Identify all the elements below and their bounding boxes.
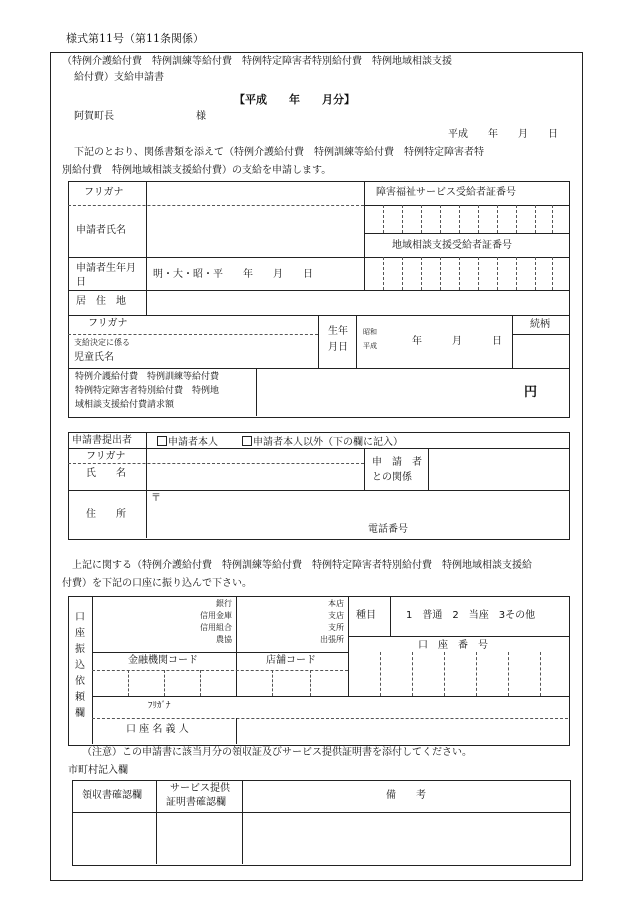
bank-side-label-5: 頼 <box>75 692 85 703</box>
child-birth-ymd: 年 月 日 <box>412 336 502 347</box>
claim-label-1: 特例介護給付費 特例訓練等給付費 <box>75 372 220 382</box>
applicant-name-label: 申請者氏名 <box>76 225 126 236</box>
inst-type-3: 農協 <box>216 635 232 644</box>
applicant-birth-label: 申請者生年月日 <box>76 263 136 288</box>
relation-label: 続柄 <box>530 319 550 330</box>
service-cert-label-1: サービス提供 <box>170 783 230 794</box>
inst-type-2: 信用組合 <box>200 623 232 632</box>
postal-mark: 〒 <box>151 493 161 504</box>
claim-amount-field[interactable] <box>257 369 567 415</box>
submitter-option-other[interactable]: 申請者本人以外（下の欄に記入） <box>242 436 403 448</box>
date-line: 平成 年 月 日 <box>448 129 558 140</box>
period-label: 【平成 年 月分】 <box>234 93 355 106</box>
other-checkbox[interactable] <box>242 436 252 446</box>
account-type-label: 種目 <box>356 610 376 621</box>
submitter-address-label: 住 所 <box>86 509 126 520</box>
branch-type-3: 出張所 <box>320 635 344 644</box>
receipt-check-label: 領収書確認欄 <box>82 790 142 801</box>
applicant-furigana-label: フリガナ <box>84 187 124 198</box>
relation-to-applicant-2: との関係 <box>372 472 412 483</box>
attachment-note: （注意）この申請書に該当月分の領収証及びサービス提供証明書を添付してください。 <box>82 747 472 758</box>
claim-label-3: 域相談支援給付費請求額 <box>75 400 175 410</box>
address-label: 居 住 地 <box>76 296 126 307</box>
era-heisei: 平成 <box>363 342 377 350</box>
child-name-label-1: 支給決定に係る <box>74 338 130 347</box>
holder-label: 口 座 名 義 人 <box>126 724 189 735</box>
claim-label-2: 特例特定障害者特別給付費 特例地 <box>75 386 220 396</box>
inst-type-0: 銀行 <box>216 599 232 608</box>
municipal-table <box>72 780 571 866</box>
service-cert-label-2: 証明書確認欄 <box>166 797 226 808</box>
regional-cert-label: 地域相談支援受給者証番号 <box>392 240 512 251</box>
bank-side-label-6: 欄 <box>75 708 85 719</box>
account-number-label: 口 座 番 号 <box>418 640 488 651</box>
branch-code-label: 店舗コード <box>266 655 316 666</box>
birth-eras: 明・大・昭・平 年 月 日 <box>153 269 313 280</box>
submitter-label: 申請書提出者 <box>72 435 132 446</box>
yen-unit: 円 <box>524 385 538 400</box>
branch-type-0: 本店 <box>328 599 344 608</box>
bank-side-label-0: 口 <box>75 612 85 623</box>
submitter-furigana-label: フリガナ <box>86 451 126 462</box>
bank-side-label-4: 依 <box>75 676 85 687</box>
transfer-line1: 上記に関する（特例介護給付費 特例訓練等給付費 特例特定障害者特別給付費 特例地域相談支援給 <box>72 560 532 571</box>
addressee-honorific: 様 <box>196 111 206 122</box>
holder-name-field[interactable] <box>237 719 567 743</box>
inst-code-label: 金融機関コード <box>128 655 198 666</box>
child-birth-label-2: 月日 <box>328 342 348 353</box>
submitter-name-label: 氏 名 <box>86 468 126 479</box>
submitter-address-field[interactable] <box>147 491 567 537</box>
bank-side-label-2: 振 <box>75 644 85 655</box>
applicant-name-field[interactable] <box>147 206 363 256</box>
title-line2: 給付費）支給申請書 <box>74 72 164 83</box>
intro-line2: 別給付費 特例地域相談支援給付費）の支給を申請します。 <box>62 165 332 176</box>
cert-number-label: 障害福祉サービス受給者証番号 <box>376 187 516 198</box>
child-furigana-label: フリガナ <box>88 318 128 329</box>
holder-furigana-label: ﾌﾘｶﾞﾅ <box>148 701 171 711</box>
remarks-label: 備 考 <box>386 790 426 801</box>
self-checkbox[interactable] <box>157 436 167 446</box>
transfer-line2: 付費）を下記の口座に振り込んで下さい。 <box>62 578 252 589</box>
relation-to-applicant-1: 申 請 者 <box>372 457 422 468</box>
form-number: 様式第11号（第11条関係） <box>66 32 204 45</box>
phone-label: 電話番号 <box>368 524 408 535</box>
inst-type-1: 信用金庫 <box>200 611 232 620</box>
bank-side-label-1: 座 <box>75 628 85 639</box>
branch-type-2: 支所 <box>328 623 344 632</box>
branch-type-1: 支店 <box>328 611 344 620</box>
child-name-label-2: 児童氏名 <box>74 352 114 363</box>
child-birth-label-1: 生年 <box>328 326 348 337</box>
applicant-furigana-field[interactable] <box>147 182 363 204</box>
address-field[interactable] <box>147 291 567 314</box>
bank-side-label-3: 込 <box>75 660 85 671</box>
intro-line1: 下記のとおり、関係書類を添えて（特例介護給付費 特例訓練等給付費 特例特定障害者特 <box>74 147 484 158</box>
addressee: 阿賀町長 <box>74 111 114 122</box>
account-type-options[interactable]: 1 普通 2 当座 3その他 <box>406 610 536 621</box>
submitter-option-self[interactable]: 申請者本人 <box>157 436 218 448</box>
title-line1: （特例介護給付費 特例訓練等給付費 特例特定障害者特別給付費 特例地域相談支援 <box>62 56 452 67</box>
municipal-heading: 市町村記入欄 <box>68 765 128 776</box>
era-showa: 昭和 <box>363 328 377 336</box>
